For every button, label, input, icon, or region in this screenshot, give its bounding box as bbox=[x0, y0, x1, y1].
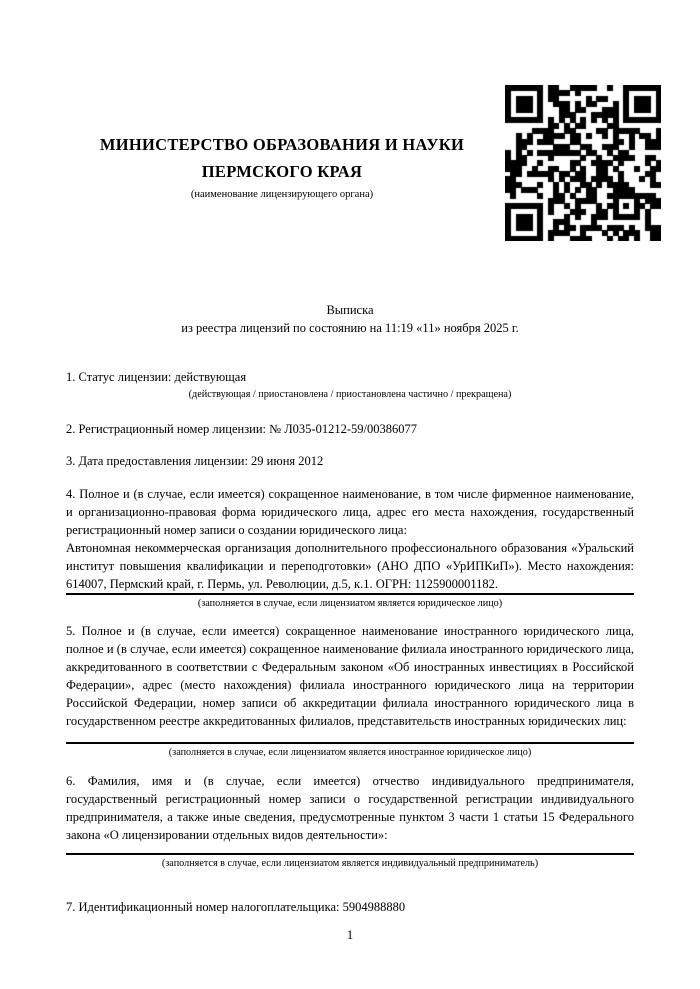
licensing-authority-header bbox=[66, 131, 498, 200]
status-options-note: (действующая / приостановлена / приостановлена частично / прекращена) bbox=[188, 389, 512, 400]
inn-line: 7. Идентификационный номер налогоплательщика: 5904988880 bbox=[66, 900, 406, 914]
individual-entrepreneur-section bbox=[66, 772, 634, 871]
legal-entity-label: 4. Полное и (в случае, если имеется) сокращенное наименование, в том числе фирменное наименование, и организационно-правовая форма юридического лица, адрес его места нахождения, государственный регистрационный номер записи о создании юридического лица: bbox=[66, 487, 634, 537]
individual-entrepreneur-label: 6. Фамилия, имя и (в случае, если имеется) отчество индивидуального предпринимателя, государственный регистрационный номер записи о государственной регистрации индивидуального предпринимателя, а также иные сведения, предусмотренные пунктом 3 части 1 статьи 15 Федерального закона «О лицензировании отдельных видов деятельности»: bbox=[66, 774, 634, 842]
license-status-section bbox=[66, 368, 634, 402]
ministry-note: (наименование лицензирующего органа) bbox=[190, 189, 374, 200]
foreign-entity-blank bbox=[66, 730, 634, 742]
legal-entity-section bbox=[66, 485, 634, 611]
inn-section bbox=[66, 898, 634, 916]
document-subtitle: из реестра лицензий по состоянию на 11:19 «11» ноября 2025 г. bbox=[181, 321, 519, 335]
license-status-line: 1. Статус лицензии: действующая bbox=[66, 370, 247, 384]
ministry-name-line1: МИНИСТЕРСТВО ОБРАЗОВАНИЯ И НАУКИ bbox=[99, 135, 465, 154]
legal-entity-note: (заполняется в случае, если лицензиатом является юридическое лицо) bbox=[197, 598, 503, 609]
foreign-entity-note: (заполняется в случае, если лицензиатом является иностранное юридическое лицо) bbox=[168, 747, 532, 758]
ministry-name-line2: ПЕРМСКОГО КРАЯ bbox=[201, 162, 363, 181]
grant-date-line: 3. Дата предоставления лицензии: 29 июня 2012 bbox=[66, 454, 324, 468]
page-number: 1 bbox=[346, 928, 354, 942]
individual-entrepreneur-blank bbox=[66, 844, 634, 853]
individual-entrepreneur-fill-line bbox=[66, 853, 634, 855]
individual-entrepreneur-note: (заполняется в случае, если лицензиатом является индивидуальный предприниматель) bbox=[161, 858, 539, 869]
registration-number-section bbox=[66, 420, 634, 438]
document-title: Выписка bbox=[326, 303, 374, 317]
foreign-entity-label: 5. Полное и (в случае, если имеется) сокращенное наименование иностранного юридического лица, полное и (в случае, если имеется) сокращенное наименование филиала иностранного юридического лица, аккредитованного в соответствии с Федеральным законом «Об иностранных инвестициях в Российской Федерации», адрес (место нахождения) филиала иностранного юридического лица на территории Российской Федерации, номер записи об аккредитации филиала иностранного юридического лица в государственном реестре аккредитованных филиалов, представительств иностранных юридических лиц: bbox=[66, 624, 634, 728]
foreign-entity-fill-line bbox=[66, 742, 634, 744]
registration-number-line: 2. Регистрационный номер лицензии: № Л035-01212-59/00386077 bbox=[66, 422, 417, 436]
qr-code-icon bbox=[505, 85, 661, 241]
grant-date-section bbox=[66, 452, 634, 470]
legal-entity-value: Автономная некоммерческая организация дополнительного профессионального образования «Уральский институт повышения квалификации и переподготовки» (АНО ДПО «УрИПКиП»). Место нахождения: 614007, Пермский край, г. Пермь, ул. Революции, д.5, к.1. ОГРН: 1125900001182. bbox=[66, 541, 634, 591]
foreign-entity-section bbox=[66, 622, 634, 760]
legal-entity-fill-line bbox=[66, 593, 634, 595]
document-title-block bbox=[66, 301, 634, 337]
